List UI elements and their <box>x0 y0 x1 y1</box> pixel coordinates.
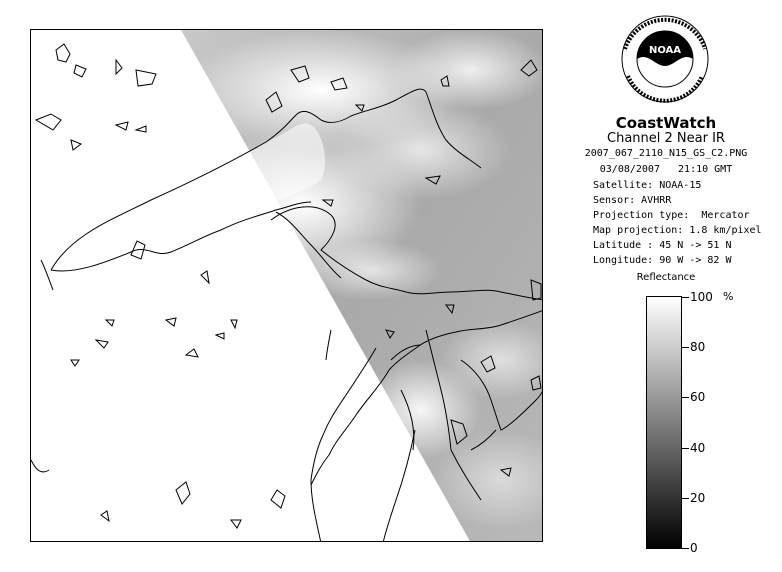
longitude-range: Longitude: 90 W -> 82 W <box>593 255 732 266</box>
product-title: CoastWatch <box>615 114 717 132</box>
colorbar-unit: % <box>723 290 734 303</box>
colorbar-label: Reflectance <box>636 272 696 283</box>
colorbar-tick-label: 20 <box>690 491 706 505</box>
projection-type: Projection type: Mercator <box>593 210 750 221</box>
satellite-info: Satellite: NOAA-15 <box>593 180 702 191</box>
colorbar-tick <box>682 498 689 499</box>
map-projection: Map projection: 1.8 km/pixel <box>593 225 762 236</box>
colorbar-tick-label: 60 <box>690 390 706 404</box>
sensor-info: Sensor: AVHRR <box>593 195 672 206</box>
colorbar-tick <box>682 347 689 348</box>
noaa-logo-icon <box>620 14 710 104</box>
colorbar-tick-label: 100 <box>690 290 713 304</box>
satellite-image-map[interactable] <box>30 29 543 542</box>
colorbar-tick-label: 0 <box>690 541 698 555</box>
colorbar-tick <box>682 297 689 298</box>
colorbar-tick <box>682 397 689 398</box>
colorbar-tick <box>682 448 689 449</box>
noaa-logo <box>620 14 710 104</box>
logo-text: NOAA <box>648 45 682 56</box>
image-filename: 2007_067_2110_N15_GS_C2.PNG <box>584 148 748 159</box>
latitude-range: Latitude : 45 N -> 51 N <box>593 240 732 251</box>
reflectance-colorbar <box>646 296 682 549</box>
colorbar-tick-label: 40 <box>690 441 706 455</box>
channel-name: Channel 2 Near IR <box>607 131 725 146</box>
map-graphic <box>31 30 543 542</box>
acquisition-datetime: 03/08/2007 21:10 GMT <box>599 164 733 175</box>
colorbar-tick <box>682 548 689 549</box>
colorbar-tick-label: 80 <box>690 340 706 354</box>
